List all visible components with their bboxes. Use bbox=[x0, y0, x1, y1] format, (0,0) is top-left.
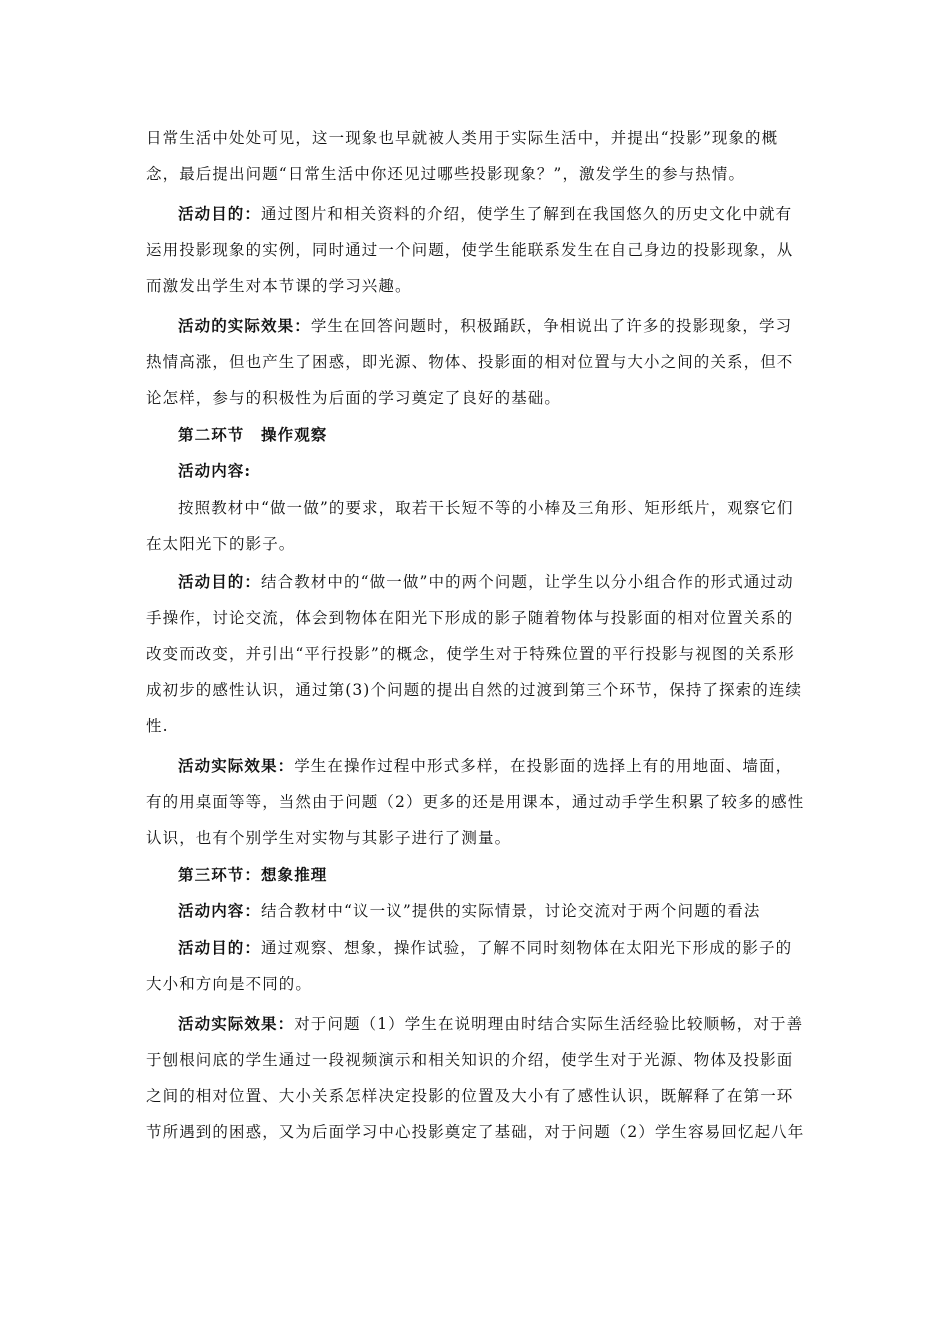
section2-heading bbox=[146, 418, 806, 452]
paragraph-label: 活动目的： bbox=[178, 938, 262, 957]
paragraph-section3-effect bbox=[146, 1006, 806, 1150]
paragraph-section3-purpose bbox=[146, 930, 806, 1002]
heading-text: 第三环节：想象推理 bbox=[178, 865, 328, 884]
paragraph-text: 通过观察、想象，操作试验，了解不同时刻物体在太阳光下形成的影子的大小和方向是不同的。 bbox=[146, 939, 793, 993]
paragraph-section1-effect bbox=[146, 308, 806, 416]
paragraph-text: 学生在回答问题时，积极踊跃，争相说出了许多的投影现象，学习热情高涨，但也产生了困惑，即光源、物体、投影面的相对位置与大小之间的关系，但不论怎样，参与的积极性为后面的学习奠定了良好的基础。 bbox=[146, 317, 794, 407]
paragraph-intro-continued bbox=[146, 120, 806, 192]
paragraph-text: 日常生活中处处可见，这一现象也早就被人类用于实际生活中，并提出“投影”现象的概念，最后提出问题“日常生活中你还见过哪些投影现象？”，激发学生的参与热情。 bbox=[146, 129, 779, 183]
section2-content-label bbox=[146, 454, 806, 488]
paragraph-section2-purpose bbox=[146, 564, 806, 744]
paragraph-text: 按照教材中“做一做”的要求，取若干长短不等的小棒及三角形、矩形纸片，观察它们在太阳光下的影子。 bbox=[146, 499, 794, 553]
heading-text: 第二环节 操作观察 bbox=[178, 425, 328, 444]
paragraph-label: 活动的实际效果： bbox=[178, 316, 311, 335]
paragraph-label: 活动实际效果： bbox=[178, 756, 295, 775]
paragraph-text: 对于问题（1）学生在说明理由时结合实际生活经验比较顺畅，对于善于刨根问底的学生通过一段视频演示和相关知识的介绍，使学生对于光源、物体及投影面之间的相对位置、大小关系怎样决定投影的位置及大小有了感性认识，既解释了在第一环节所遇到的困惑，又为后面学习中心投影奠定了基础，对于问题（2）学生容易回忆起八年 bbox=[146, 1015, 805, 1141]
paragraph-label: 活动实际效果： bbox=[178, 1014, 295, 1033]
paragraph-section3-content bbox=[146, 894, 806, 928]
paragraph-label: 活动内容： bbox=[178, 901, 262, 920]
paragraph-section2-content bbox=[146, 490, 806, 562]
paragraph-section2-effect bbox=[146, 748, 806, 856]
paragraph-label: 活动目的： bbox=[178, 204, 262, 223]
section3-heading bbox=[146, 858, 806, 892]
heading-text: 活动内容: bbox=[178, 461, 252, 480]
paragraph-text: 结合教材中的“做一做”中的两个问题，让学生以分小组合作的形式通过动手操作，讨论交流，体会到物体在阳光下形成的影子随着物体与投影面的相对位置关系的改变而改变，并引出“平行投影”的概念，使学生对于特殊位置的平行投影与视图的关系形成初步的感性认识，通过第(3)个问题的提出自然的过渡到第三个环节，保持了探索的连续性. bbox=[146, 573, 803, 735]
document-page bbox=[146, 120, 806, 1150]
paragraph-section1-purpose bbox=[146, 196, 806, 304]
paragraph-text: 通过图片和相关资料的介绍，使学生了解到在我国悠久的历史文化中就有运用投影现象的实例，同时通过一个问题，使学生能联系发生在自己身边的投影现象，从而激发出学生对本节课的学习兴趣。 bbox=[146, 205, 794, 295]
paragraph-text: 学生在操作过程中形式多样，在投影面的选择上有的用地面、墙面，有的用桌面等等，当然由于问题（2）更多的还是用课本，通过动手学生积累了较多的感性认识，也有个别学生对实物与其影子进行了测量。 bbox=[146, 757, 805, 847]
paragraph-label: 活动目的： bbox=[178, 572, 262, 591]
paragraph-text: 结合教材中“议一议”提供的实际情景，讨论交流对于两个问题的看法 bbox=[261, 902, 761, 920]
